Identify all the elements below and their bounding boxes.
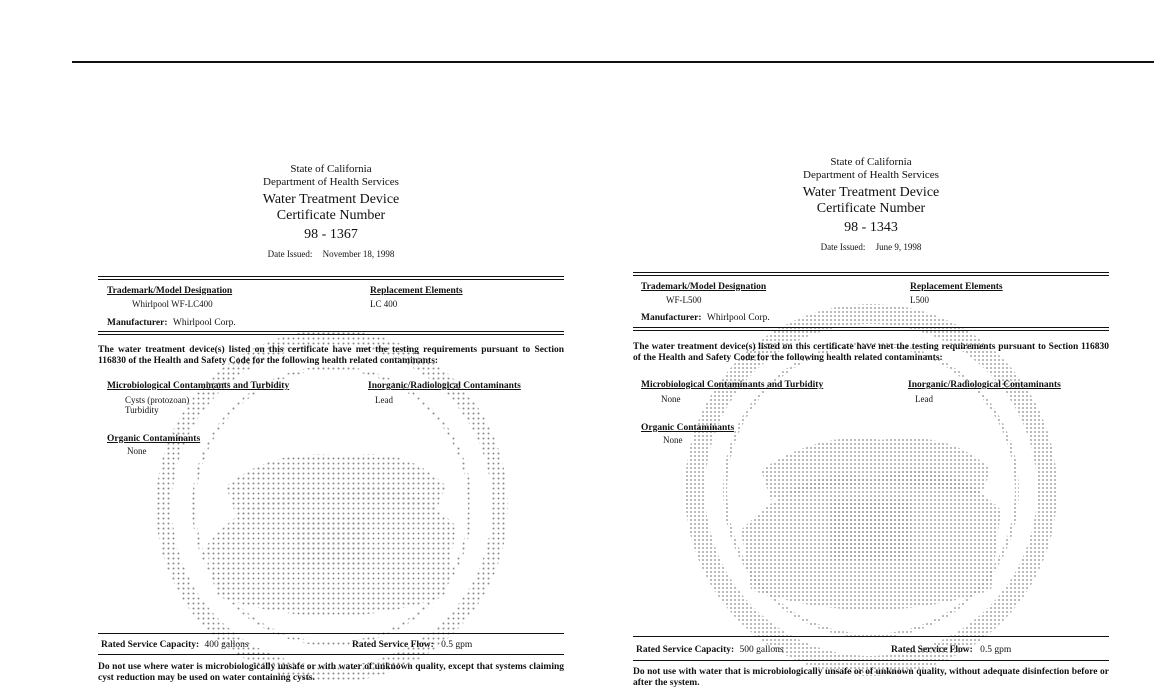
trademark-model-label: Trademark/Model Designation (641, 282, 767, 292)
certificate-number-label: Certificate Number (816, 201, 926, 216)
manufacturer-label: Manufacturer: (107, 318, 168, 328)
date-issued (633, 242, 1109, 252)
department-name: Department of Health Services (263, 176, 399, 188)
model-designation: WF-L500 (666, 295, 702, 305)
date-issued-label: Date Issued: (267, 249, 313, 259)
date-issued-value: June 9, 1998 (875, 242, 922, 252)
manufacturer (641, 313, 770, 323)
manufacturer (107, 318, 236, 328)
rated-flow-label: Rated Service Flow: (891, 645, 973, 655)
certificate-number-label: Certificate Number (276, 208, 386, 223)
department-name: Department of Health Services (803, 169, 939, 181)
inorganic-label: Inorganic/Radiological Contaminants (368, 381, 521, 391)
rated-flow (891, 645, 1011, 655)
rated-capacity-value: 500 gallons (739, 645, 784, 655)
list-item: Lead (375, 395, 393, 405)
section-rule (633, 636, 1109, 637)
rated-flow-value: 0.5 gpm (980, 645, 1012, 655)
certificate-number: 98 - 1343 (844, 220, 898, 235)
microbiological-list (125, 395, 189, 415)
manufacturer-value: Whirlpool Corp. (172, 318, 236, 328)
inorganic-list (915, 394, 933, 404)
section-rule (633, 327, 1109, 328)
replacement-elements-label: Replacement Elements (910, 282, 1003, 292)
replacement-elements-value: LC 400 (370, 299, 398, 309)
manufacturer-label: Manufacturer: (641, 313, 702, 323)
state-name: State of California (290, 163, 372, 175)
replacement-elements-value: L500 (910, 295, 929, 305)
rated-capacity-label: Rated Service Capacity: (636, 645, 735, 655)
list-item: None (661, 394, 681, 404)
date-issued-value: November 18, 1998 (322, 249, 395, 259)
document-title: Water Treatment Device (262, 192, 400, 207)
trademark-model-label: Trademark/Model Designation (107, 286, 233, 296)
model-designation: Whirlpool WF-LC400 (132, 299, 213, 309)
usage-warning: Do not use where water is microbiologically unsafe or with water of unknown quality, except that systems claiming cyst reduction may be used on water containing cysts. (98, 662, 564, 683)
list-item: Cysts (protozoan) (125, 395, 190, 405)
list-item: None (663, 435, 683, 445)
certificate-1367 (98, 0, 564, 696)
rated-flow (352, 640, 472, 650)
manufacturer-value: Whirlpool Corp. (706, 313, 770, 323)
certificate-1343 (633, 0, 1109, 696)
section-rule (98, 654, 564, 655)
microbiological-label: Microbiological Contaminants and Turbidity (107, 381, 290, 391)
section-rule (98, 331, 564, 332)
document-title: Water Treatment Device (802, 185, 940, 200)
list-item: Lead (915, 394, 933, 404)
rated-capacity-value: 400 gallons (204, 640, 249, 650)
microbiological-list (661, 394, 681, 404)
rated-flow-value: 0.5 gpm (441, 640, 473, 650)
organic-label: Organic Contaminants (107, 434, 201, 444)
list-item: None (127, 446, 147, 456)
organic-label: Organic Contaminants (641, 423, 735, 433)
date-issued (98, 249, 564, 259)
microbiological-label: Microbiological Contaminants and Turbidity (641, 380, 824, 390)
certification-statement: The water treatment device(s) listed on this certificate have met the testing requirements pursuant to Section 116830 of the Health and Safety Code for the following health related contaminants: (633, 342, 1109, 363)
inorganic-label: Inorganic/Radiological Contaminants (908, 380, 1061, 390)
list-item: Turbidity (125, 405, 159, 415)
inorganic-list (375, 395, 393, 405)
section-rule (98, 276, 564, 277)
section-rule (633, 660, 1109, 661)
rated-flow-label: Rated Service Flow: (352, 640, 434, 650)
date-issued-label: Date Issued: (820, 242, 866, 252)
rated-capacity-label: Rated Service Capacity: (101, 640, 200, 650)
rated-capacity (636, 645, 784, 655)
certificate-number: 98 - 1367 (304, 227, 358, 242)
section-rule (98, 633, 564, 634)
usage-warning: Do not use with water that is microbiologically unsafe or of unknown quality, without adequate disinfection before or after the system. (633, 667, 1109, 688)
state-name: State of California (830, 156, 912, 168)
section-rule (633, 272, 1109, 273)
organic-list (663, 435, 683, 445)
replacement-elements-label: Replacement Elements (370, 286, 463, 296)
rated-capacity (101, 640, 249, 650)
certification-statement: The water treatment device(s) listed on this certificate have met the testing requirements pursuant to Section 116830 of the Health and Safety Code for the following health related contaminants: (98, 345, 564, 366)
organic-list (127, 446, 147, 456)
